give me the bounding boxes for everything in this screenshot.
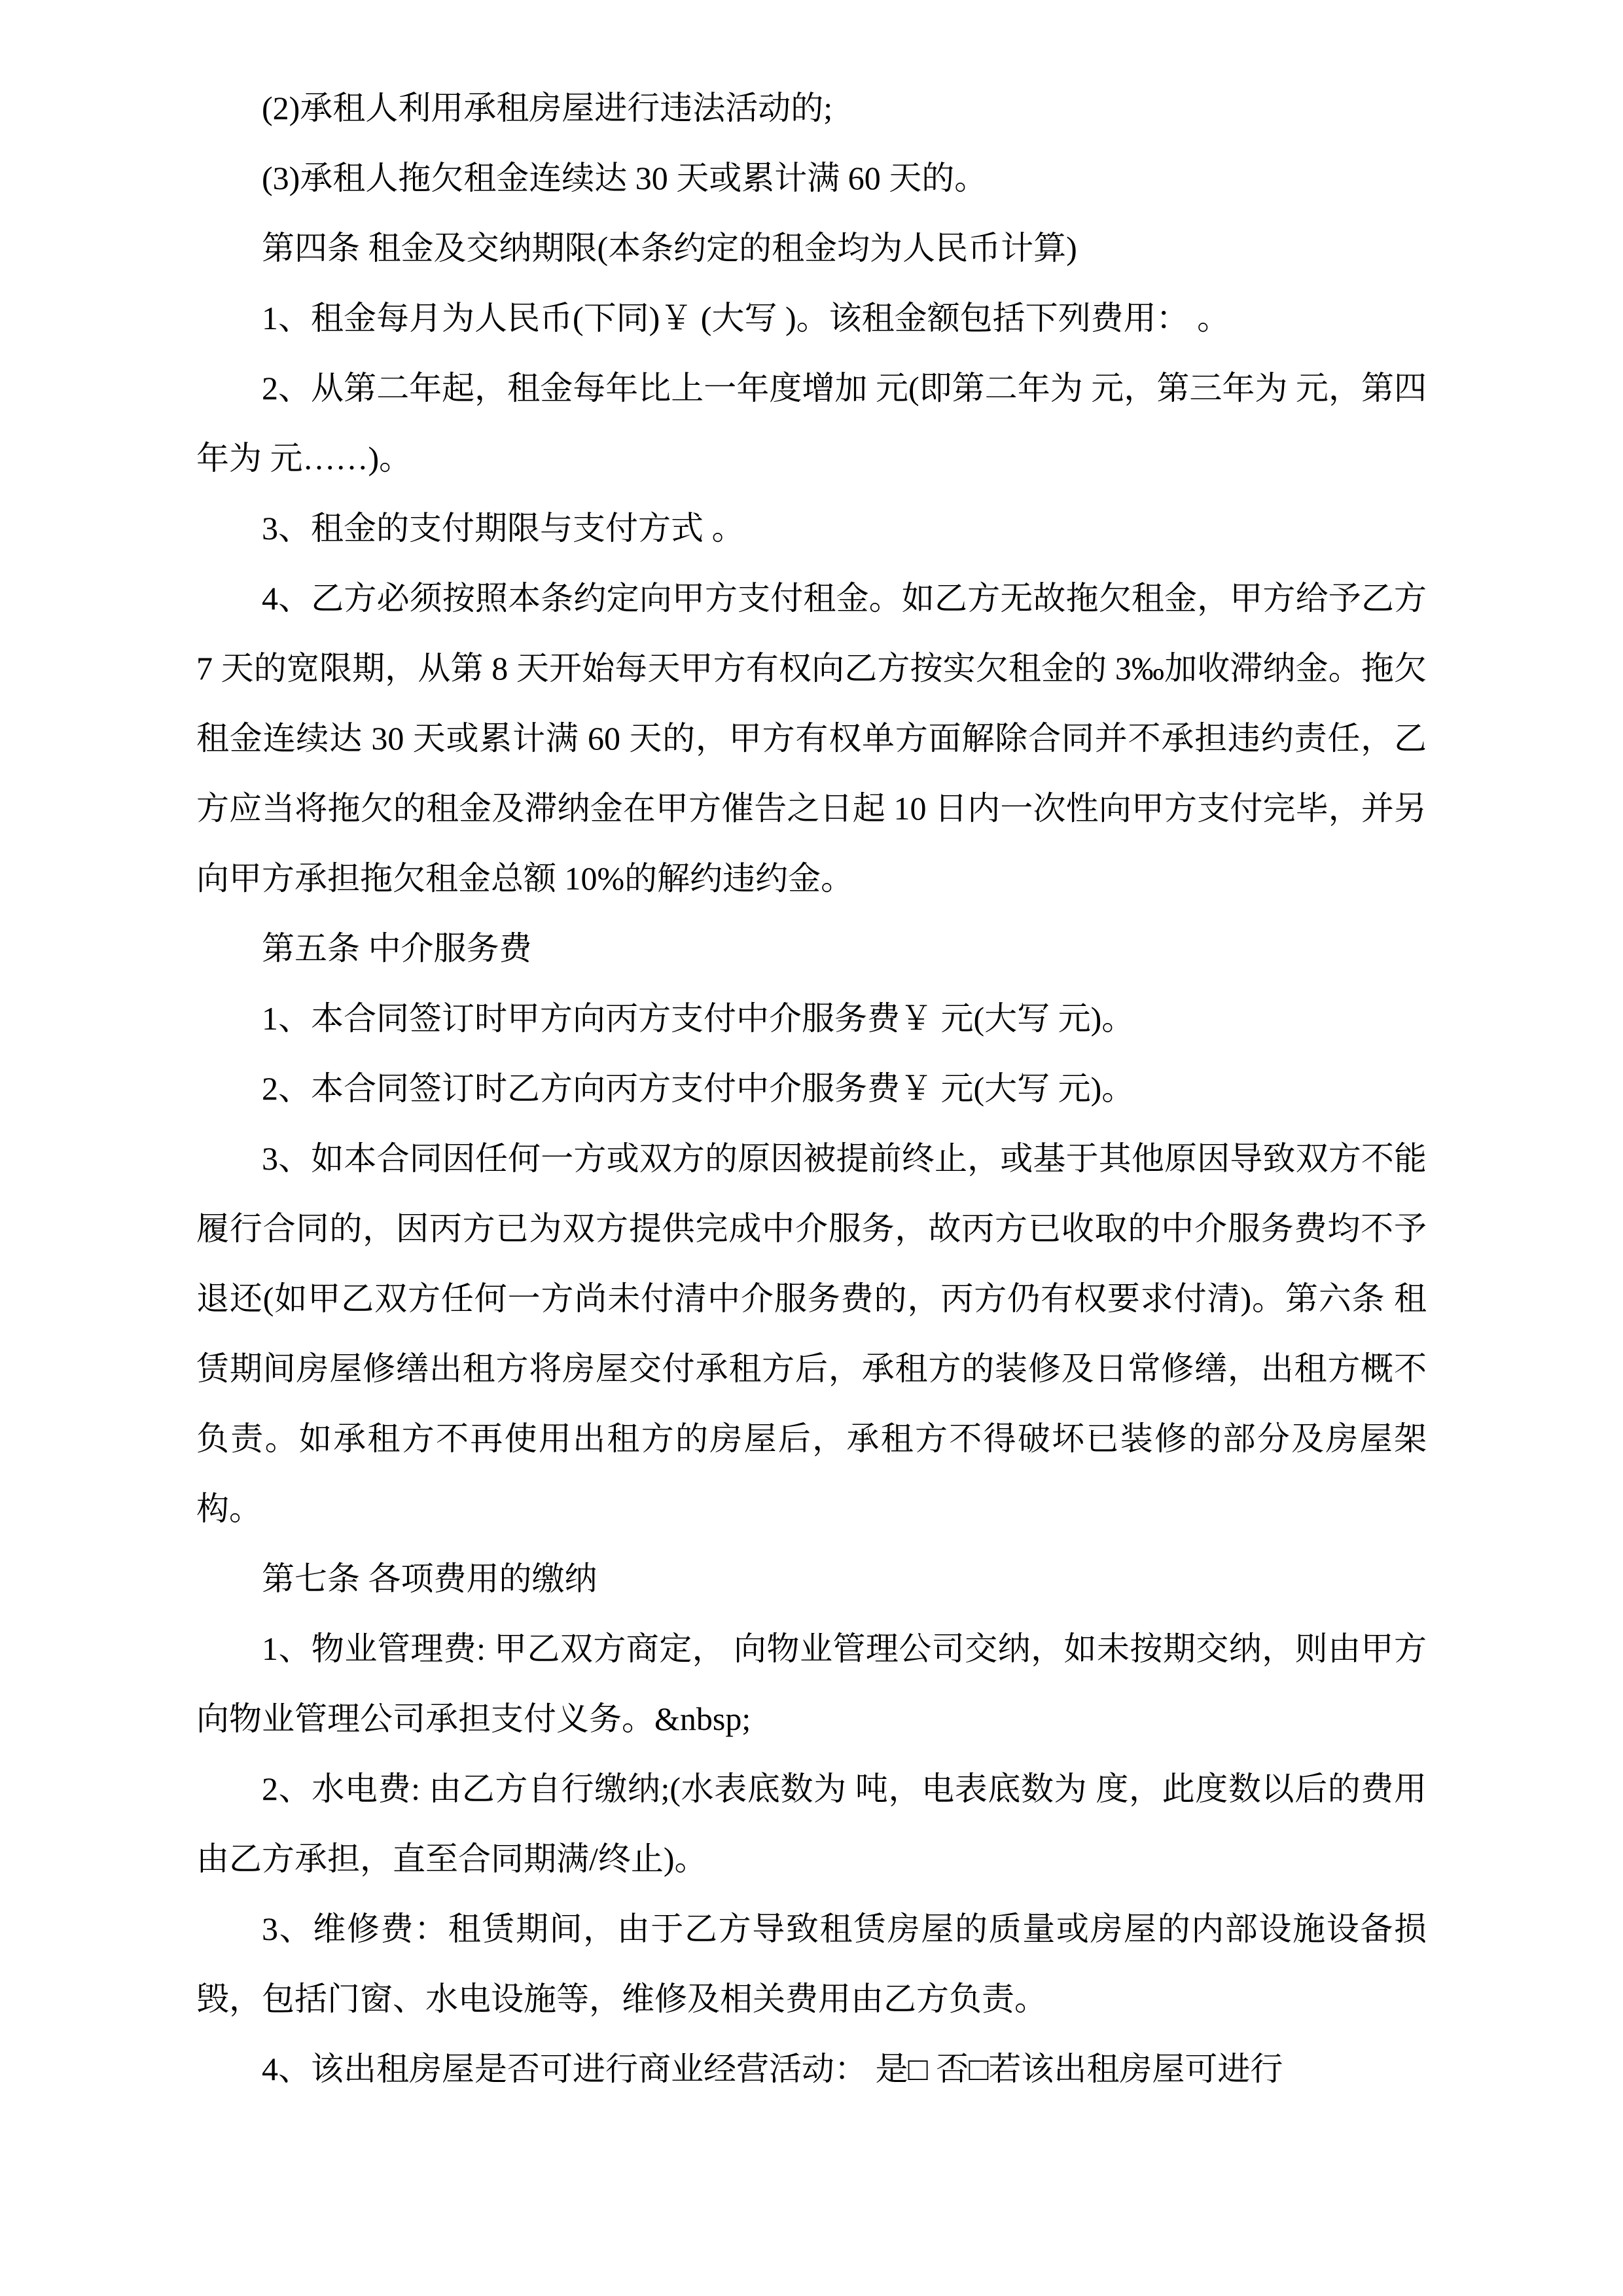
paragraph-article4-item3: 3、租金的支付期限与支付方式 。 bbox=[262, 510, 745, 547]
paragraph-article5-heading: 第五条 中介服务费 bbox=[262, 930, 532, 967]
paragraph-article7-item3: 3、维修费：租赁期间，由于乙方导致租赁房屋的质量或房屋的内部设施设备损毁，包括门窗、水电设施等，维修及相关费用由乙方负责。 bbox=[196, 1910, 1427, 2017]
paragraph-clause3-item3: (3)承租人拖欠租金连续达 30 天或累计满 60 天的。 bbox=[262, 160, 988, 196]
paragraph-article7-item1: 1、物业管理费: 甲乙双方商定， 向物业管理公司交纳，如未按期交纳，则由甲方向物业管理公司承担支付义务。&nbsp; bbox=[196, 1630, 1427, 1737]
paragraph-article7-heading: 第七条 各项费用的缴纳 bbox=[262, 1560, 597, 1597]
paragraph-article4-heading: 第四条 租金及交纳期限(本条约定的租金均为人民币计算) bbox=[262, 230, 1077, 266]
paragraph-article7-item4: 4、该出租房屋是否可进行商业经营活动： 是□ 否□若该出租房屋可进行 bbox=[262, 2051, 1283, 2087]
paragraph-article4-item1: 1、租金每月为人民币(下同)￥ (大写 )。该租金额包括下列费用： 。 bbox=[262, 300, 1230, 336]
paragraph-article5-item1: 1、本合同签订时甲方向丙方支付中介服务费￥ 元(大写 元)。 bbox=[262, 1000, 1135, 1037]
paragraph-clause3-item2: (2)承租人利用承租房屋进行违法活动的; bbox=[262, 90, 833, 126]
paragraph-article5-item2: 2、本合同签订时乙方向丙方支付中介服务费￥ 元(大写 元)。 bbox=[262, 1070, 1135, 1107]
paragraph-article5-item3: 3、如本合同因任何一方或双方的原因被提前终止，或基于其他原因导致双方不能履行合同的，因丙方已为双方提供完成中介服务，故丙方已收取的中介服务费均不予退还(如甲乙双方任何一方尚未付清中介服务费的，丙方仍有权要求付清)。第六条 租赁期间房屋修缮出租方将房屋交付承租方后，承租方的装修及日常修缮，出租方概不负责。如承租方不再使用出租方的房屋后，承租方不得破坏已装修的部分及房屋架构。 bbox=[196, 1140, 1427, 1527]
paragraph-article4-item2: 2、从第二年起，租金每年比上一年度增加 元(即第二年为 元，第三年为 元，第四年为 元……)。 bbox=[196, 370, 1427, 476]
paragraph-article4-item4: 4、乙方必须按照本条约定向甲方支付租金。如乙方无故拖欠租金，甲方给予乙方 7 天的宽限期，从第 8 天开始每天甲方有权向乙方按实欠租金的 3‰加收滞纳金。拖欠租金连续达 30 天或累计满 60 天的，甲方有权单方面解除合同并不承担违约责任，乙方应当将拖欠的租金及滞纳金在甲方催告之日起 10 日内一次性向甲方支付完毕，并另向甲方承担拖欠租金总额 10%的解约违约金。 bbox=[196, 580, 1427, 897]
paragraph-article7-item2: 2、水电费: 由乙方自行缴纳;(水表底数为 吨，电表底数为 度，此度数以后的费用由乙方承担，直至合同期满/终止)。 bbox=[196, 1770, 1427, 1877]
